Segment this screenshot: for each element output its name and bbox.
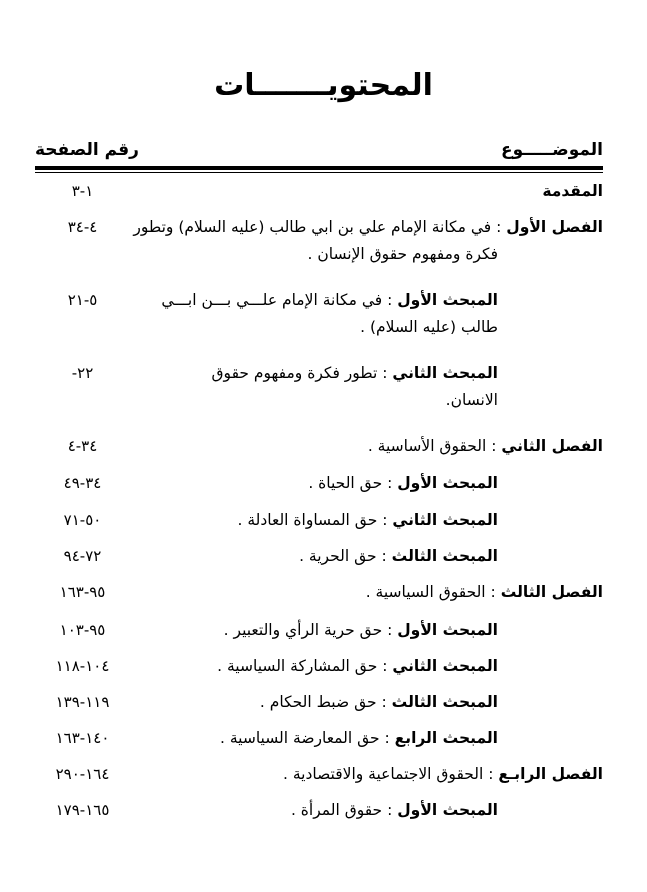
toc-entry-chapter-3-section-3[interactable]: [35, 689, 603, 716]
page-title: المحتويـــــــات: [214, 68, 433, 103]
toc-entry-chapter-2-section-2[interactable]: [35, 507, 603, 534]
topic-column-header: الموضـــــوع: [500, 140, 603, 160]
entry-text: الفصل الأول : في مكانة الإمام علي بن ابي طالب (عليه السلام) وتطور: [133, 218, 603, 236]
entry-text: المبحث الرابع : حق المعارضة السياسية .: [220, 729, 498, 747]
entry-page-range: ٩٥-١٠٣: [59, 621, 106, 639]
entry-label: المبحث الأول: [397, 801, 498, 819]
toc-entry-chapter-4[interactable]: [35, 761, 603, 788]
entry-page-range: ٣٤-٤: [67, 437, 98, 455]
entry-page-range: ٣٤-٤٩: [63, 474, 102, 492]
header-rule-thin: [35, 172, 603, 173]
entry-continuation: الانسان.: [445, 391, 498, 409]
toc-entry-introduction[interactable]: [35, 178, 603, 205]
entry-page-range: ٢٢-: [71, 364, 94, 382]
toc-entry-chapter-3-section-4[interactable]: [35, 725, 603, 752]
entry-page-range: ٩٥-١٦٣: [59, 583, 106, 601]
entry-page-range: ١-٣: [71, 182, 94, 200]
entry-label: المبحث الأول: [397, 621, 498, 639]
entry-text: المبحث الثالث : حق ضبط الحكام .: [259, 693, 498, 711]
entry-text: المبحث الأول : في مكانة الإمام علـــي بـــن ابـــي: [161, 291, 498, 309]
toc-entry-chapter-1-section-1[interactable]: [35, 287, 603, 341]
entry-label: المبحث الثاني: [392, 511, 498, 529]
entry-label: المبحث الأول: [397, 291, 498, 309]
entry-label: الفصل الثالث: [500, 583, 603, 601]
entry-text: الفصل الثالث : الحقوق السياسية .: [365, 583, 603, 601]
toc-entry-chapter-2-section-1[interactable]: [35, 470, 603, 497]
toc-entry-chapter-3-section-2[interactable]: [35, 653, 603, 680]
toc-entry-chapter-3[interactable]: [35, 579, 603, 606]
entry-page-range: ١٦٥-١٧٩: [55, 801, 110, 819]
entry-page-range: ٥٠-٧١: [63, 511, 102, 529]
toc-entry-chapter-3-section-1[interactable]: [35, 617, 603, 644]
page-number-column-header: رقم الصفحة: [35, 140, 139, 160]
entry-label: المبحث الثالث: [391, 547, 498, 565]
entry-text: المبحث الثالث : حق الحرية .: [299, 547, 498, 565]
entry-page-range: ١٤٠-١٦٣: [55, 729, 110, 747]
contents-header: [35, 140, 603, 166]
header-rule-thick: [35, 166, 603, 170]
entry-label: المبحث الثالث: [391, 693, 498, 711]
entry-label: الفصل الثاني: [501, 437, 603, 455]
entry-text: المبحث الثاني : حق المشاركة السياسية .: [217, 657, 498, 675]
entry-page-range: ٤-٣٤: [67, 218, 98, 236]
entry-label: المبحث الثاني: [392, 657, 498, 675]
toc-entry-chapter-2[interactable]: [35, 433, 603, 460]
entry-page-range: ٧٢-٩٤: [63, 547, 102, 565]
entry-label: الفصل الرابـع: [498, 765, 603, 783]
entry-page-range: ١٠٤-١١٨: [55, 657, 110, 675]
entry-text: الفصل الرابـع : الحقوق الاجتماعية والاقتصادية .: [282, 765, 603, 783]
entry-label: المبحث الثاني: [392, 364, 498, 382]
entry-label: الفصل الأول: [506, 218, 603, 236]
entry-text: المبحث الأول : حقوق المرأة .: [290, 801, 498, 819]
entry-label: المقدمة: [542, 182, 603, 200]
entry-text: المبحث الأول : حق حرية الرأي والتعبير .: [223, 621, 498, 639]
toc-entry-chapter-4-section-1[interactable]: [35, 797, 603, 824]
entry-page-range: ١١٩-١٣٩: [55, 693, 110, 711]
toc-entry-chapter-1[interactable]: [35, 214, 603, 268]
entry-label: المبحث الرابع: [394, 729, 498, 747]
entry-text: المبحث الثاني : حق المساواة العادلة .: [237, 511, 498, 529]
entry-text: [542, 178, 603, 205]
entry-text: الفصل الثاني : الحقوق الأساسية .: [367, 437, 603, 455]
toc-entry-chapter-1-section-2[interactable]: [35, 360, 603, 414]
entry-continuation: فكرة ومفهوم حقوق الإنسان .: [307, 245, 498, 263]
entry-page-range: ٥-٢١: [67, 291, 98, 309]
entry-text: المبحث الثاني : تطور فكرة ومفهوم حقوق: [211, 364, 498, 382]
entry-page-range: ١٦٤-٢٩٠: [55, 765, 110, 783]
toc-entry-chapter-2-section-3[interactable]: [35, 543, 603, 570]
entry-label: المبحث الأول: [397, 474, 498, 492]
entry-text: المبحث الأول : حق الحياة .: [308, 474, 498, 492]
entry-continuation: طالب (عليه السلام) .: [360, 318, 498, 336]
